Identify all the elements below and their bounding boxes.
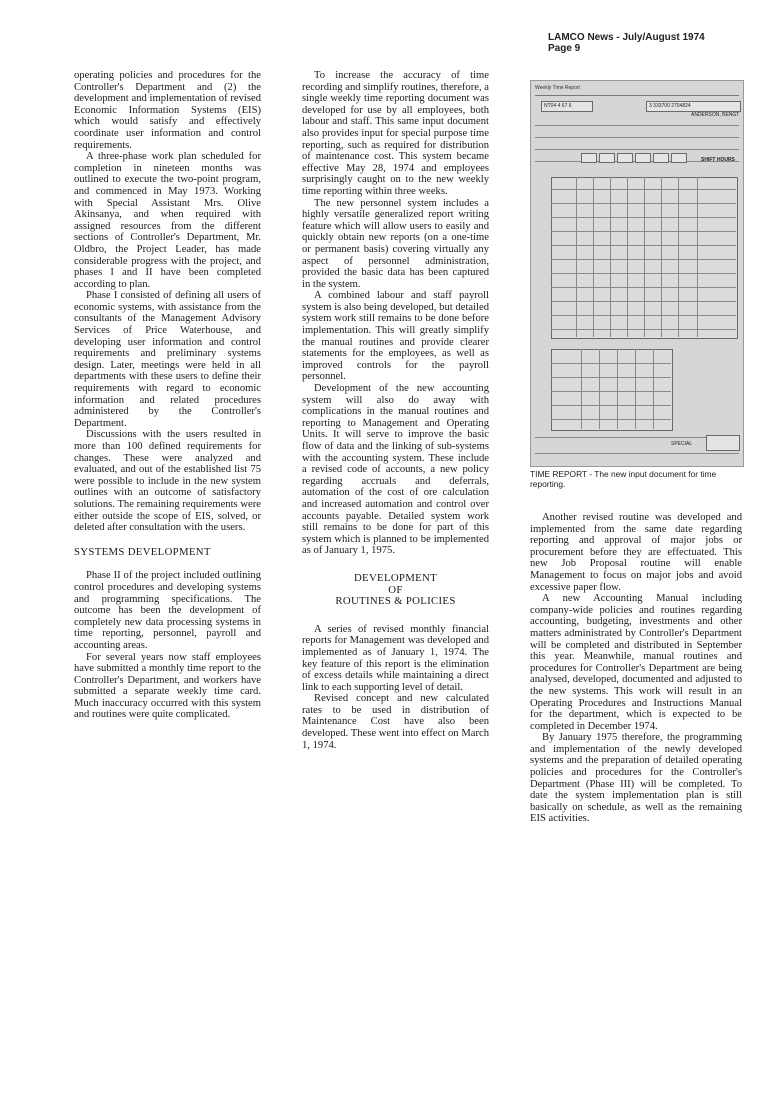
page-header (548, 32, 705, 54)
heading-line: DEVELOPMENT (353, 571, 438, 584)
paragraph: Phase I consisted of defining all users of economic systems, with assistance from the consultants of the Management Advisory Services of Price Waterhouse, and developing user information and control requirements and preliminary systems design. Later, meetings were held in all departments with these users to define their requirements with regard to economic information and related procedures administered by the Controller's Department. (74, 290, 261, 429)
paragraph: A new Accounting Manual including company-wide policies and routines regarding accounting, budgeting, investments and other matters administrated by Controller's Department will be completed and distributed in September this year. Meanwhile, manual routines and procedures for Controller's Department are being analysed, developed, documented and adjusted to the new systems. This work will result in an Operating Procedures and Instructions Manual for the department, which is expected to be completed in December 1974. (530, 593, 742, 732)
form-title-text: Weekly Time Report (535, 85, 580, 91)
paragraph: A three-phase work plan scheduled for completion in nineteen months was outlined to execute the two-point program, and commenced in May 1973. Working with Special Assistant Mrs. Olive Akinsanya, and when required with assigned resources from the different sections of Controller's Department, Mr. Oldbro, the Project Leader, has made considerable progress with the project, and phases I and II have been completed according to plan. (74, 151, 261, 290)
column-1 (74, 70, 261, 721)
form-name: ANDERSON, BENGT (691, 112, 740, 118)
form-title (535, 85, 739, 96)
column-2 (302, 70, 489, 751)
form-id-box (541, 101, 593, 112)
section-heading: SYSTEMS DEVELOPMENT (74, 545, 211, 558)
form-id: NT04 4 67 6 (544, 103, 572, 109)
heading-line: ROUTINES & POLICIES (335, 595, 456, 608)
time-report-photo (530, 80, 744, 467)
heading-line: OF (388, 583, 403, 596)
special-label: SPECIAL (671, 441, 693, 447)
header-publication: LAMCO News - July/August 1974 (548, 32, 705, 43)
paragraph: To increase the accuracy of time recording and simplify routines, therefore, a single weekly time reporting document was developed for use by all employees, both labour and staff. This same input document also provides input for special purpose time reporting, such as required for distribution of maintenance cost. This system became effective May 28, 1974 and employees surprisingly caught on to the new weekly time reporting within three weeks. (302, 70, 489, 197)
paragraph: A series of revised monthly financial reports for Management was developed and implemented as of January 1, 1974. The key feature of this report is the elimination of excess details while maintaining a direct link to each supporting level of detail. (302, 623, 489, 693)
form-employee-box (646, 101, 741, 112)
paragraph: The new personnel system includes a highly versatile generalized report writing feature which will allow users to easily and quickly obtain new reports (on a one-time or permanent basis) covering virtually any aspect of personnel administration, provided the basic data has been captured in the system. (302, 197, 489, 290)
paragraph: operating policies and procedures for the Controller's Department and (2) the development and implementation of revised Economic Information Systems (EIS) which would satisfy and effectively coordinate user information and control requirements. (74, 70, 261, 151)
section-heading (302, 573, 489, 608)
column-3 (530, 512, 742, 825)
paragraph: Phase II of the project included outlining control procedures and developing systems and programming specifications. The outcome has been the development of completely new data processing systems in time reporting, personnel, payroll and accounting areas. (74, 570, 261, 651)
figure-caption: TIME REPORT - The new input document for time reporting. (530, 469, 717, 489)
paragraph: Another revised routine was developed and implemented from the same date regarding reporting and approval of major jobs or procurement before they are effectuated. This new Job Proposal routine will enable Management to focus on major jobs and avoid excessive paper flow. (530, 512, 742, 593)
paragraph: Discussions with the users resulted in more than 100 defined requirements for changes. These were analyzed and evaluated, and out of the established list 75 were possible to include in the new system outlines with an outcome of satisfactory solutions. The remaining requirements were either outside the scope of EIS, solved, or deleted after consultation with the users. (74, 429, 261, 534)
form-number: 3 333700 2704824 (649, 103, 691, 109)
shift-hours-label: SHIFT HOURS (701, 157, 735, 163)
paragraph: For several years now staff employees have submitted a monthly time report to the Controller's Department, and workers have submitted a separate weekly time card. Much inaccuracy occurred with this system and routines were quite complicated. (74, 651, 261, 721)
paragraph: A combined labour and staff payroll system is also being developed, but detailed system work still remains to be done before implementation. This will greatly simplify the manual routines and provide clearer statements for the employees, as well as improved controls for the payroll personnel. (302, 290, 489, 383)
header-page-number: Page 9 (548, 43, 581, 54)
paragraph: By January 1975 therefore, the programming and implementation of the newly developed systems and the preparation of detailed operating policies and procedures for the Controller's Department (Phase III) will be completed. To date the system implementation plan is still basically on schedule, as well as the remaining EIS activities. (530, 732, 742, 825)
paragraph: Development of the new accounting system will also do away with complications in the manual routines and reporting to Management and Operating Units. It will serve to improve the basic flow of data and the linking of sub-systems with the accounting system. These include a revised code of accounts, a new policy regarding accruals and deferrals, automation of the cost of ore calculation and increased automation and control over accounts payable. Detailed system work still remains to be done for part of this system which is planned to be implemented as of January 1, 1975. (302, 383, 489, 557)
paragraph: Revised concept and new calculated rates to be used in distribution of Maintenance Cost have also been developed. These went into effect on March 1, 1974. (302, 693, 489, 751)
